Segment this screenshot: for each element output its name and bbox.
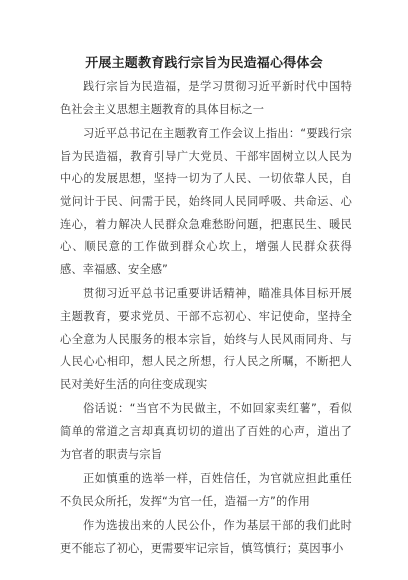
paragraph: 俗话说：“当官不为民做主，不如回家卖红薯”，看似简单的常道之言却真真切切的道出了百姓的心声，道出了为官者的职责与宗旨 xyxy=(60,402,352,461)
paragraph: 习近平总书记在主题教育工作会议上指出：“要践行宗旨为民造福，教育引导广大党员、干部牢固树立以人民为中心的发展思想，坚持一切为了人民、一切依靠人民，自觉问计于民、问需于民，始终同人民同呼吸、共命运、心连心，着力解决人民群众急难愁盼问题，把惠民生、暖民心、顺民意的工作做到群众心坎上，增强人民群众获得感、幸福感、安全感” xyxy=(60,127,352,276)
document-title: 开展主题教育践行宗旨为民造福心得体会 xyxy=(85,56,323,71)
paragraph: 贯彻习近平总书记重要讲话精神，瞄准具体目标开展主题教育，要求党员、干部不忘初心、牢记使命，坚持全心全意为人民服务的根本宗旨，始终与人民风雨同舟、与人民心心相印，想人民之所想，行人民之所嘱，不断把人民对美好生活的向往变成现实 xyxy=(60,287,352,391)
paragraph: 作为选拔出来的人民公仆，作为基层干部的我们此时更不能忘了初心，更需要牢记宗旨，慎笃慎行；莫因事小 xyxy=(60,519,352,555)
paragraph: 践行宗旨为民造福，是学习贯彻习近平新时代中国特色社会主义思想主题教育的具体目标之一 xyxy=(60,80,352,116)
document-body xyxy=(60,76,352,562)
paragraph: 正如慎重的选举一样，百姓信任，为官就应担此重任不负民众所托，发挥“为官一任，造福一方”的作用 xyxy=(60,472,352,508)
